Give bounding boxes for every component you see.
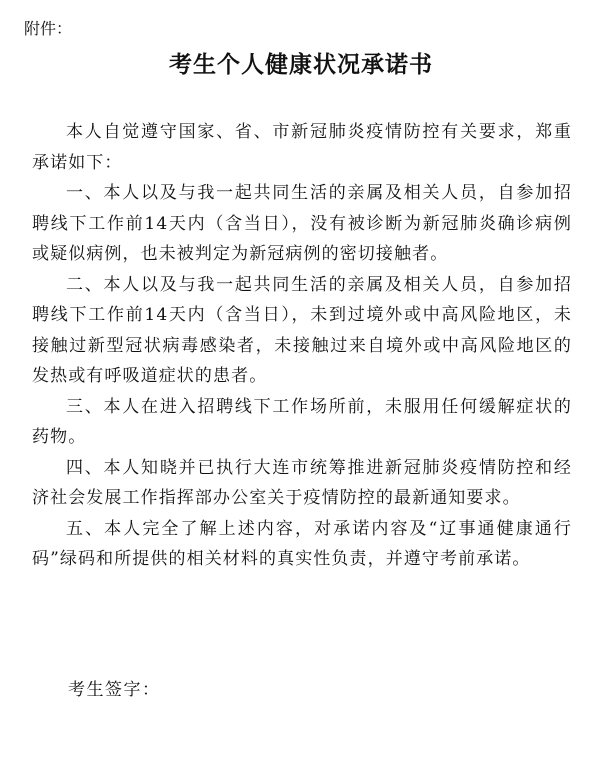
commitment-item-5: 五、本人完全了解上述内容，对承诺内容及“辽事通健康通行码”绿码和所提供的相关材料的真实性负责，并遵守考前承诺。 (32, 518, 572, 569)
commitment-item-4: 四、本人知晓并已执行大连市统筹推进新冠肺炎疫情防控和经济社会发展工作指挥部办公室关于疫情防控的最新通知要求。 (32, 457, 572, 508)
commitment-item-2: 二、本人以及与我一起共同生活的亲属及相关人员，自参加招聘线下工作前14天内（含当日），未到过境外或中高风险地区，未接触过新型冠状病毒感染者，未接触过来自境外或中高风险地区的发热或有呼吸道症状的患者。 (32, 274, 572, 386)
signature-label: 考生签字： (68, 680, 161, 700)
attachment-label: 附件： (24, 19, 73, 38)
commitment-body (32, 117, 572, 575)
document-title: 考生个人健康状况承诺书 (169, 52, 433, 78)
commitment-item-3: 三、本人在进入招聘线下工作场所前，未服用任何缓解症状的药物。 (32, 396, 572, 447)
intro-paragraph: 本人自觉遵守国家、省、市新冠肺炎疫情防控有关要求，郑重承诺如下： (32, 122, 572, 173)
commitment-item-1: 一、本人以及与我一起共同生活的亲属及相关人员，自参加招聘线下工作前14天内（含当日），没有被诊断为新冠肺炎确诊病例或疑似病例，也未被判定为新冠病例的密切接触者。 (32, 183, 572, 264)
